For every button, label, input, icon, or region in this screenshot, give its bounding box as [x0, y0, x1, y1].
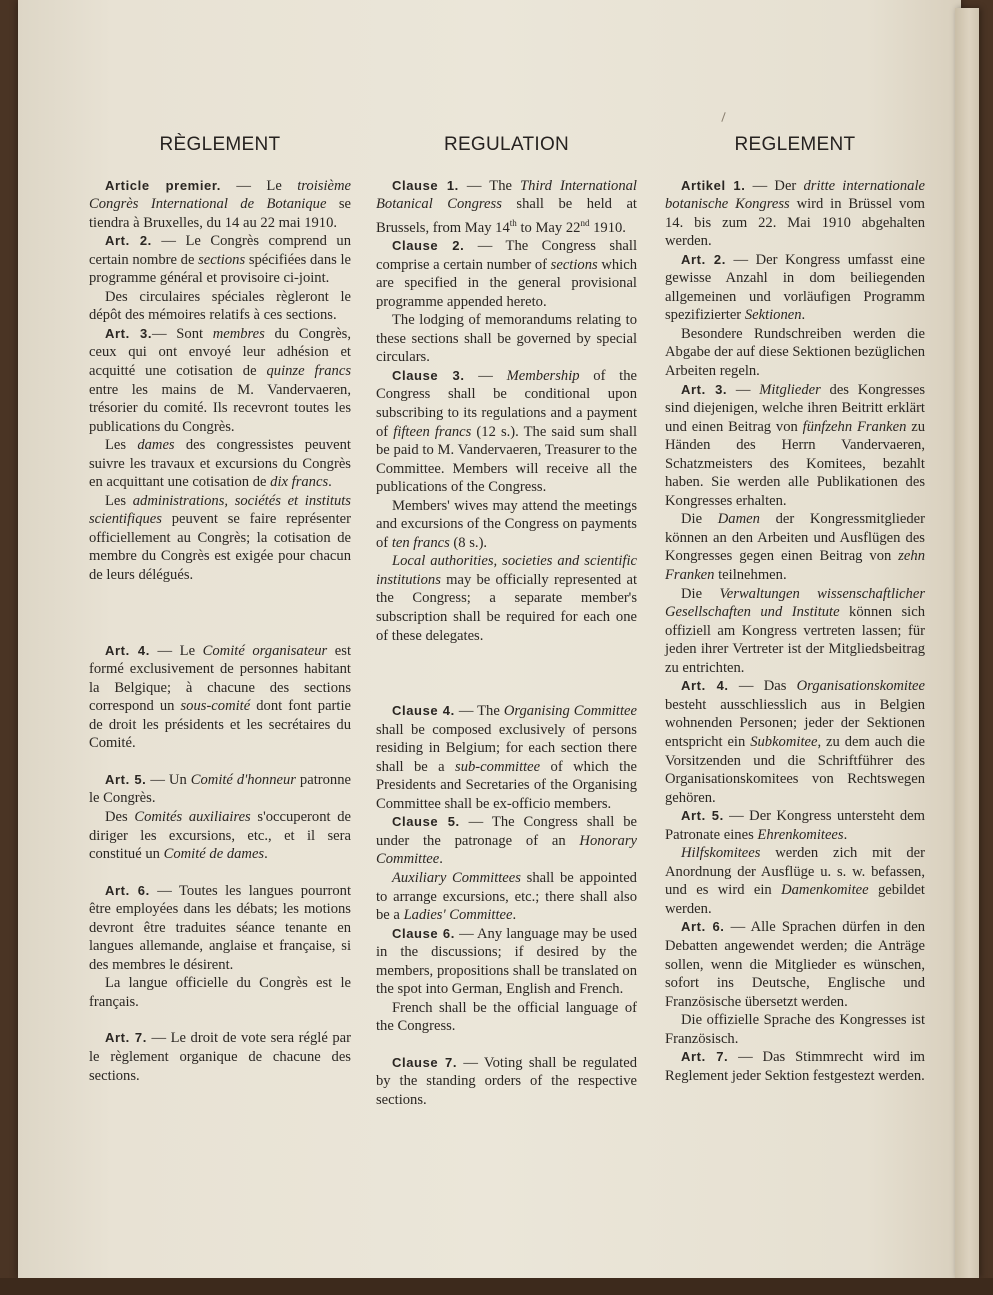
text: of the Congress shall be conditional upon subscribing to its regulations and a payment of	[376, 367, 637, 440]
clause-label: Clause 3.	[392, 367, 465, 383]
text: spécifiées dans le programme général et provisoire ci-joint.	[89, 251, 352, 287]
text: peuvent se faire représenter officiellement au Congrès; la cotisation de membre du Congrès est exigée pour chacun de leurs délégués.	[89, 511, 351, 584]
german-article-2-paragraph: Besondere Rundschreiben werden die Abgabe der auf diese Sektionen bezüglichen Arbeiten regeln.	[665, 325, 925, 380]
second-page-edge	[955, 8, 979, 1278]
article-label: Art. 5.	[681, 808, 724, 824]
text-italic: troisième Congrès International de Botanique	[89, 177, 351, 213]
text: which are specified in the general provisional programme appended hereto.	[376, 256, 638, 310]
text: of which the Presidents and Secretaries of the Organising Committee shall be ex-officio members.	[376, 758, 637, 812]
french-article-4	[89, 642, 351, 753]
text-italic: Membership	[506, 367, 580, 384]
article-label: Art. 5.	[105, 771, 147, 787]
text-italic: Damen	[717, 511, 760, 528]
text: du Congrès, ceux qui ont envoyé leur adhésion et acquitté une cotisation de	[89, 325, 352, 380]
text: des Kongresses sind diejenigen, welche ihren Beitritt erklärt und einen Beitrag von	[665, 381, 925, 435]
clause-label: Clause 2.	[392, 238, 465, 254]
clause-label: Clause 7.	[392, 1054, 458, 1070]
text-italic: Comité d'honneur	[190, 771, 296, 788]
text-italic: Sektionen	[744, 307, 802, 324]
article-label: Art. 6.	[681, 919, 725, 935]
text-italic: Comités auxiliaires	[134, 808, 251, 825]
spacer	[89, 753, 351, 771]
german-title: REGLEMENT	[734, 134, 856, 155]
text: teilnehmen.	[714, 567, 787, 584]
text: s'occuperont de diriger les excursions, etc., et il sera constitué un	[89, 808, 351, 863]
text: — Der Kongress umfasst eine gewisse Anzahl in dom beiliegenden allgemeinen und vorläufigen Programm spezifizierter	[665, 251, 926, 324]
french-column	[89, 136, 351, 1085]
english-clause-4	[376, 702, 637, 813]
superscript: th	[509, 217, 517, 228]
text-italic: administrations, sociétés et instituts scientifiques	[89, 492, 351, 528]
text: — Voting shall be regulated by the standing orders of the respective sections.	[376, 1054, 637, 1109]
article-label: Art. 7.	[105, 1030, 147, 1046]
text: .	[843, 826, 848, 843]
text: — The	[458, 177, 521, 194]
english-clause-3-institutions	[376, 552, 637, 645]
text: Die	[681, 585, 720, 602]
french-article-6	[89, 882, 351, 975]
english-column	[376, 136, 637, 1110]
text-italic: Verwaltungen wissenschaftlicher Gesellschaften und Institute	[665, 585, 925, 621]
text: patronne le Congrès.	[89, 771, 351, 807]
french-article-5-committees	[89, 808, 351, 864]
text: — Der	[745, 177, 804, 194]
superscript: nd	[580, 217, 590, 228]
text: — Any language may be used in the discussions; if desired by the members, propositions shall be translated on the spot into German, English and French.	[376, 925, 637, 998]
german-article-1	[665, 177, 925, 251]
text-italic: quinze francs	[266, 363, 351, 380]
text: est formé exclusivement de personnes habitant la Belgique; à chacune des sections correspond un	[89, 642, 352, 715]
text: 1910.	[589, 219, 626, 236]
french-article-2-paragraph: Des circulaires spéciales règleront le dépôt des mémoires relatifs à ces sections.	[89, 288, 351, 324]
clause-label: Clause 5.	[392, 814, 460, 830]
german-article-3	[665, 381, 925, 511]
text-italic: Auxiliary Committees	[392, 870, 521, 886]
spacer	[89, 585, 351, 642]
text: wird in Brüssel vom 14. bis zum 22. Mai 1910 abgehalten werden.	[665, 196, 925, 250]
text: — Toutes les langues pourront être employées dans les débats; les motions devront être traduites séance tenante en langues allemande, anglaise et française, si des membres le désirent.	[89, 882, 352, 973]
english-clause-7	[376, 1054, 637, 1110]
german-column	[665, 136, 925, 1085]
text-italic: sous-comité	[180, 698, 251, 715]
article-label: Art. 2.	[681, 251, 726, 267]
text: besteht ausschliesslich aus in Belgien wohnenden Personen; jeder der Sektionen entspricht ein	[665, 696, 925, 750]
text-italic: membres	[212, 325, 265, 342]
text: — Sont	[152, 325, 213, 342]
text: .	[439, 851, 443, 868]
text: der Kongressmitglieder können an den Arbeiten und Ausflügen des Kongresses gegen einen Beitrag von	[665, 511, 925, 565]
text: .	[328, 474, 332, 491]
article-label: Art. 4.	[681, 678, 729, 694]
text: zu Händen des Herrn Vandervaeren, Schatzmeisters des Komitees, bezahlt haben. Sie werden alle Publikationen des Kongresses erhalten.	[665, 418, 925, 509]
german-article-2	[665, 251, 925, 325]
article-label: Art. 4.	[105, 642, 150, 658]
text-italic: dritte internationale botanische Kongress	[665, 177, 925, 213]
text-italic: Comité de dames	[163, 846, 265, 863]
article-label: Art. 3.	[105, 325, 153, 341]
text-italic: dix francs	[270, 474, 329, 491]
text-italic: sections	[550, 256, 598, 273]
french-article-5	[89, 771, 351, 808]
article-label: Art. 6.	[105, 882, 150, 898]
text: dont font partie de droit les présidents et les secrétaires du Comité.	[89, 698, 351, 752]
english-title: REGULATION	[443, 134, 570, 155]
english-clause-6	[376, 925, 637, 999]
german-article-5-committees	[665, 844, 925, 918]
text: — The	[454, 703, 504, 720]
text: , zu dem auch die Vorsitzenden und die Schriftführer des Organisationskomitees von Rechtswegen gehören.	[665, 733, 925, 806]
text: shall be held at Brussels, from May 14	[376, 196, 637, 236]
text: gebildet werden.	[665, 882, 925, 917]
text: Des	[105, 808, 135, 825]
french-title: RÈGLEMENT	[159, 134, 281, 155]
text: — Le Congrès comprend un certain nombre de	[89, 233, 351, 268]
text-italic: Mitglieder	[759, 381, 821, 398]
text-italic: Comité organisateur	[202, 642, 328, 659]
article-label: Artikel 1.	[681, 177, 746, 193]
article-label: Art. 3.	[681, 381, 728, 397]
text: (12 s.). The said sum shall be paid to M. Vandervaeren, Treasurer to the Committee. Members will receive all the publications of the Congress.	[376, 423, 638, 496]
german-article-7	[665, 1048, 925, 1085]
text-italic: ten francs	[391, 534, 450, 551]
text: —	[727, 381, 760, 398]
text-italic: Ehrenkomitees	[757, 826, 844, 843]
text: —	[464, 367, 507, 384]
german-article-6-language: Die offizielle Sprache des Kongresses ist Französisch.	[665, 1012, 925, 1047]
clause-label: Clause 4.	[392, 703, 455, 719]
text: — The Congress shall comprise a certain number of	[376, 238, 637, 273]
french-article-1	[89, 177, 351, 233]
text-italic: fünfzehn Franken	[802, 418, 907, 435]
text: werden zich mit der Anordnung der Ausflüge u. s. w. befassen, und es wird ein	[665, 845, 925, 899]
german-article-3-institutions	[665, 585, 925, 678]
text-italic: sub-committee	[455, 758, 541, 775]
german-article-6	[665, 918, 925, 1011]
french-article-3-institutions	[89, 492, 351, 585]
text: — Le droit de vote sera réglé par le règlement organique de chacune des sections.	[89, 1030, 351, 1084]
spacer	[89, 1011, 351, 1029]
spacer	[376, 645, 637, 702]
english-clause-3	[376, 367, 637, 497]
clause-label: Clause 1.	[392, 177, 459, 193]
text: Les	[105, 492, 133, 509]
text-italic: zehn Franken	[665, 548, 925, 584]
text: — Le	[221, 177, 298, 194]
text-italic: fifteen francs	[393, 423, 472, 440]
article-label: Article premier.	[105, 177, 222, 193]
german-article-4	[665, 677, 925, 807]
text: — Das Stimmrecht wird im Reglement jeder Sektion festgestezt werden.	[665, 1049, 925, 1084]
german-article-3-ladies	[665, 510, 925, 584]
text-italic: dames	[137, 437, 175, 454]
text: .	[264, 846, 268, 863]
text: (8 s.).	[449, 534, 488, 551]
french-article-7	[89, 1029, 351, 1085]
english-clause-2	[376, 237, 637, 311]
text-italic: Third International Botanical Congress	[376, 177, 637, 213]
text-italic: Local authorities, societies and scientific institutions	[376, 553, 637, 588]
text: Die	[681, 511, 718, 528]
text: may be officially represented at the Congress; a separate member's subscription shall be required for each one of these delegates.	[376, 571, 637, 644]
text-italic: Damenkomitee	[781, 882, 869, 899]
french-article-2	[89, 232, 351, 288]
background-strip	[0, 1278, 993, 1295]
text: — Der Kongress untersteht dem Patronate eines	[665, 808, 926, 843]
english-clause-2-paragraph: The lodging of memorandums relating to these sections shall be governed by special circulars.	[376, 312, 637, 366]
text-italic: Subkomitee	[750, 733, 818, 750]
article-label: Art. 2.	[105, 233, 152, 249]
spacer	[376, 1036, 637, 1054]
english-clause-3-wives	[376, 497, 637, 553]
text-italic: Organisationskomitee	[796, 678, 925, 695]
article-label: Art. 7.	[681, 1049, 729, 1065]
text: — Das	[728, 678, 797, 695]
text-italic: Honorary Committee	[376, 832, 637, 868]
english-clause-1	[376, 177, 637, 238]
text: Members' wives may attend the meetings and excursions of the Congress on payments of	[376, 497, 637, 551]
text-italic: sections	[198, 251, 246, 268]
text-italic: Organising Committee	[503, 703, 637, 720]
text: des congressistes peuvent suivre les travaux et excursions du Congrès en acquittant une cotisation de	[89, 437, 351, 491]
text: .	[512, 907, 517, 924]
text-italic: Ladies' Committee	[403, 907, 513, 924]
french-article-3	[89, 325, 351, 436]
text: entre les mains de M. Vandervaeren, trésorier du comité. Ils recevront toutes les publications du Congrès.	[89, 381, 351, 435]
french-article-6-language: La langue officielle du Congrès est le français.	[89, 975, 351, 1010]
text: Les	[105, 437, 138, 454]
text: se tiendra à Bruxelles, du 14 au 22 mai 1910.	[89, 196, 351, 231]
text: — Un	[146, 771, 191, 788]
spacer	[89, 864, 351, 882]
english-clause-6-language: French shall be the official language of the Congress.	[376, 999, 637, 1035]
text: .	[801, 307, 806, 324]
english-clause-5-committees	[376, 869, 637, 925]
clause-label: Clause 6.	[392, 925, 455, 941]
text: — Alle Sprachen dürfen in den Debatten angewendet werden; die Anträge sollen, wenn die Mitglieder es wünschen, sofort ins Deutsche, Englische und Französische übersetzt werden.	[665, 919, 925, 1010]
text: to May 22	[516, 219, 581, 236]
text: shall be composed exclusively of persons residing in Belgium; for each section there shall be a	[376, 721, 637, 775]
french-article-3-ladies	[89, 436, 351, 492]
text-italic: Hilfskomitees	[681, 845, 761, 862]
text: shall be appointed to arrange excursions, etc.; there shall also be a	[376, 870, 637, 924]
english-clause-5	[376, 813, 637, 869]
text: — Le	[149, 642, 203, 659]
text: — The Congress shall be under the patronage of an	[376, 814, 637, 849]
german-article-5	[665, 807, 925, 844]
text: können sich offiziell am Kongress vertreten lassen; für jeden ihrer Vertreter ist der Mitgliedsbeitrag zu entrichten.	[665, 604, 925, 676]
